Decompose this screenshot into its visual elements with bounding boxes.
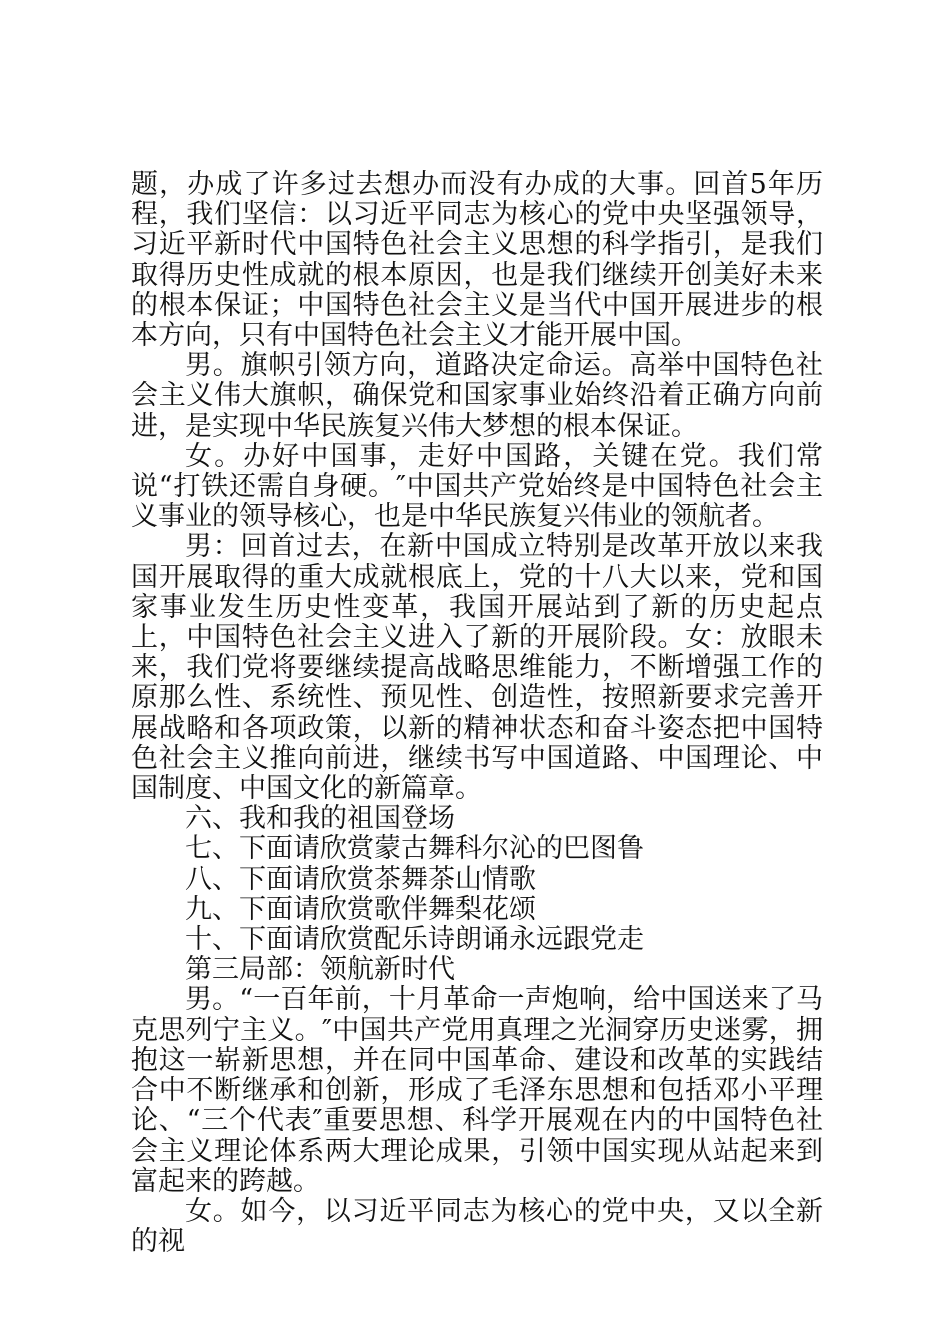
program-item-8: 八、下面请欣赏茶舞茶山情歌 (185, 863, 536, 895)
program-item-7: 七、下面请欣赏蒙古舞科尔沁的巴图鲁 (185, 833, 644, 865)
paragraph-male-female-review: 男：回首过去，在新中国成立特别是改革开放以来我国开展取得的重大成就根底上，党的十八大以来，党和国家事业发生历史性变革，我国开展站到了新的历史起点上，中国特色社会主义进入了新的开展阶段。女：放眼未来，我们党将要继续提高战略思维能力，不断增强工作的原那么性、系统性、预见性、创造性，按照新要求完善开展战略和各项政策，以新的精神状态和奋斗姿态把中国特色社会主义推向前进，继续书写中国道路、中国理论、中国制度、中国文化的新篇章。 (131, 531, 823, 805)
paragraph-female-now: 女。如今，以习近平同志为核心的党中央，又以全新的视 (131, 1195, 823, 1258)
document-body (131, 170, 823, 1257)
program-item-6: 六、我和我的祖国登场 (185, 803, 455, 835)
paragraph-male-history: 男。“一百年前，十月革命一声炮响，给中国送来了马克思列宁主义。″中国共产党用真理之光洞穿历史迷雾，拥抱这一崭新思想，并在同中国革命、建设和改革的实践结合中不断继承和创新，形成了毛泽东思想和包括邓小平理论、“三个代表″重要思想、科学开展观在内的中国特色社会主义理论体系两大理论成果，引领中国实现从站起来到富起来的跨越。 (131, 984, 823, 1197)
paragraph-female-party: 女。办好中国事，走好中国路，关键在党。我们常说“打铁还需自身硬。″中国共产党始终是中国特色社会主义事业的领导核心，也是中华民族复兴伟业的领航者。 (131, 440, 823, 533)
paragraph-male-banner: 男。旗帜引领方向，道路决定命运。高举中国特色社会主义伟大旗帜，确保党和国家事业始终沿着正确方向前进，是实现中华民族复兴伟大梦想的根本保证。 (131, 350, 823, 442)
paragraph-continuation: 题，办成了许多过去想办而没有办成的大事。回首5年历程，我们坚信：以习近平同志为核心的党中央坚强领导，习近平新时代中国特色社会主义思想的科学指引，是我们取得历史性成就的根本原因，也是我们继续开创美好未来的根本保证；中国特色社会主义是当代中国开展进步的根本方向，只有中国特色社会主义才能开展中国。 (131, 169, 823, 352)
program-item-10: 十、下面请欣赏配乐诗朗诵永远跟党走 (185, 924, 644, 956)
section-heading-part-three: 第三局部：领航新时代 (185, 954, 455, 986)
program-item-9: 九、下面请欣赏歌伴舞梨花颂 (185, 893, 536, 925)
